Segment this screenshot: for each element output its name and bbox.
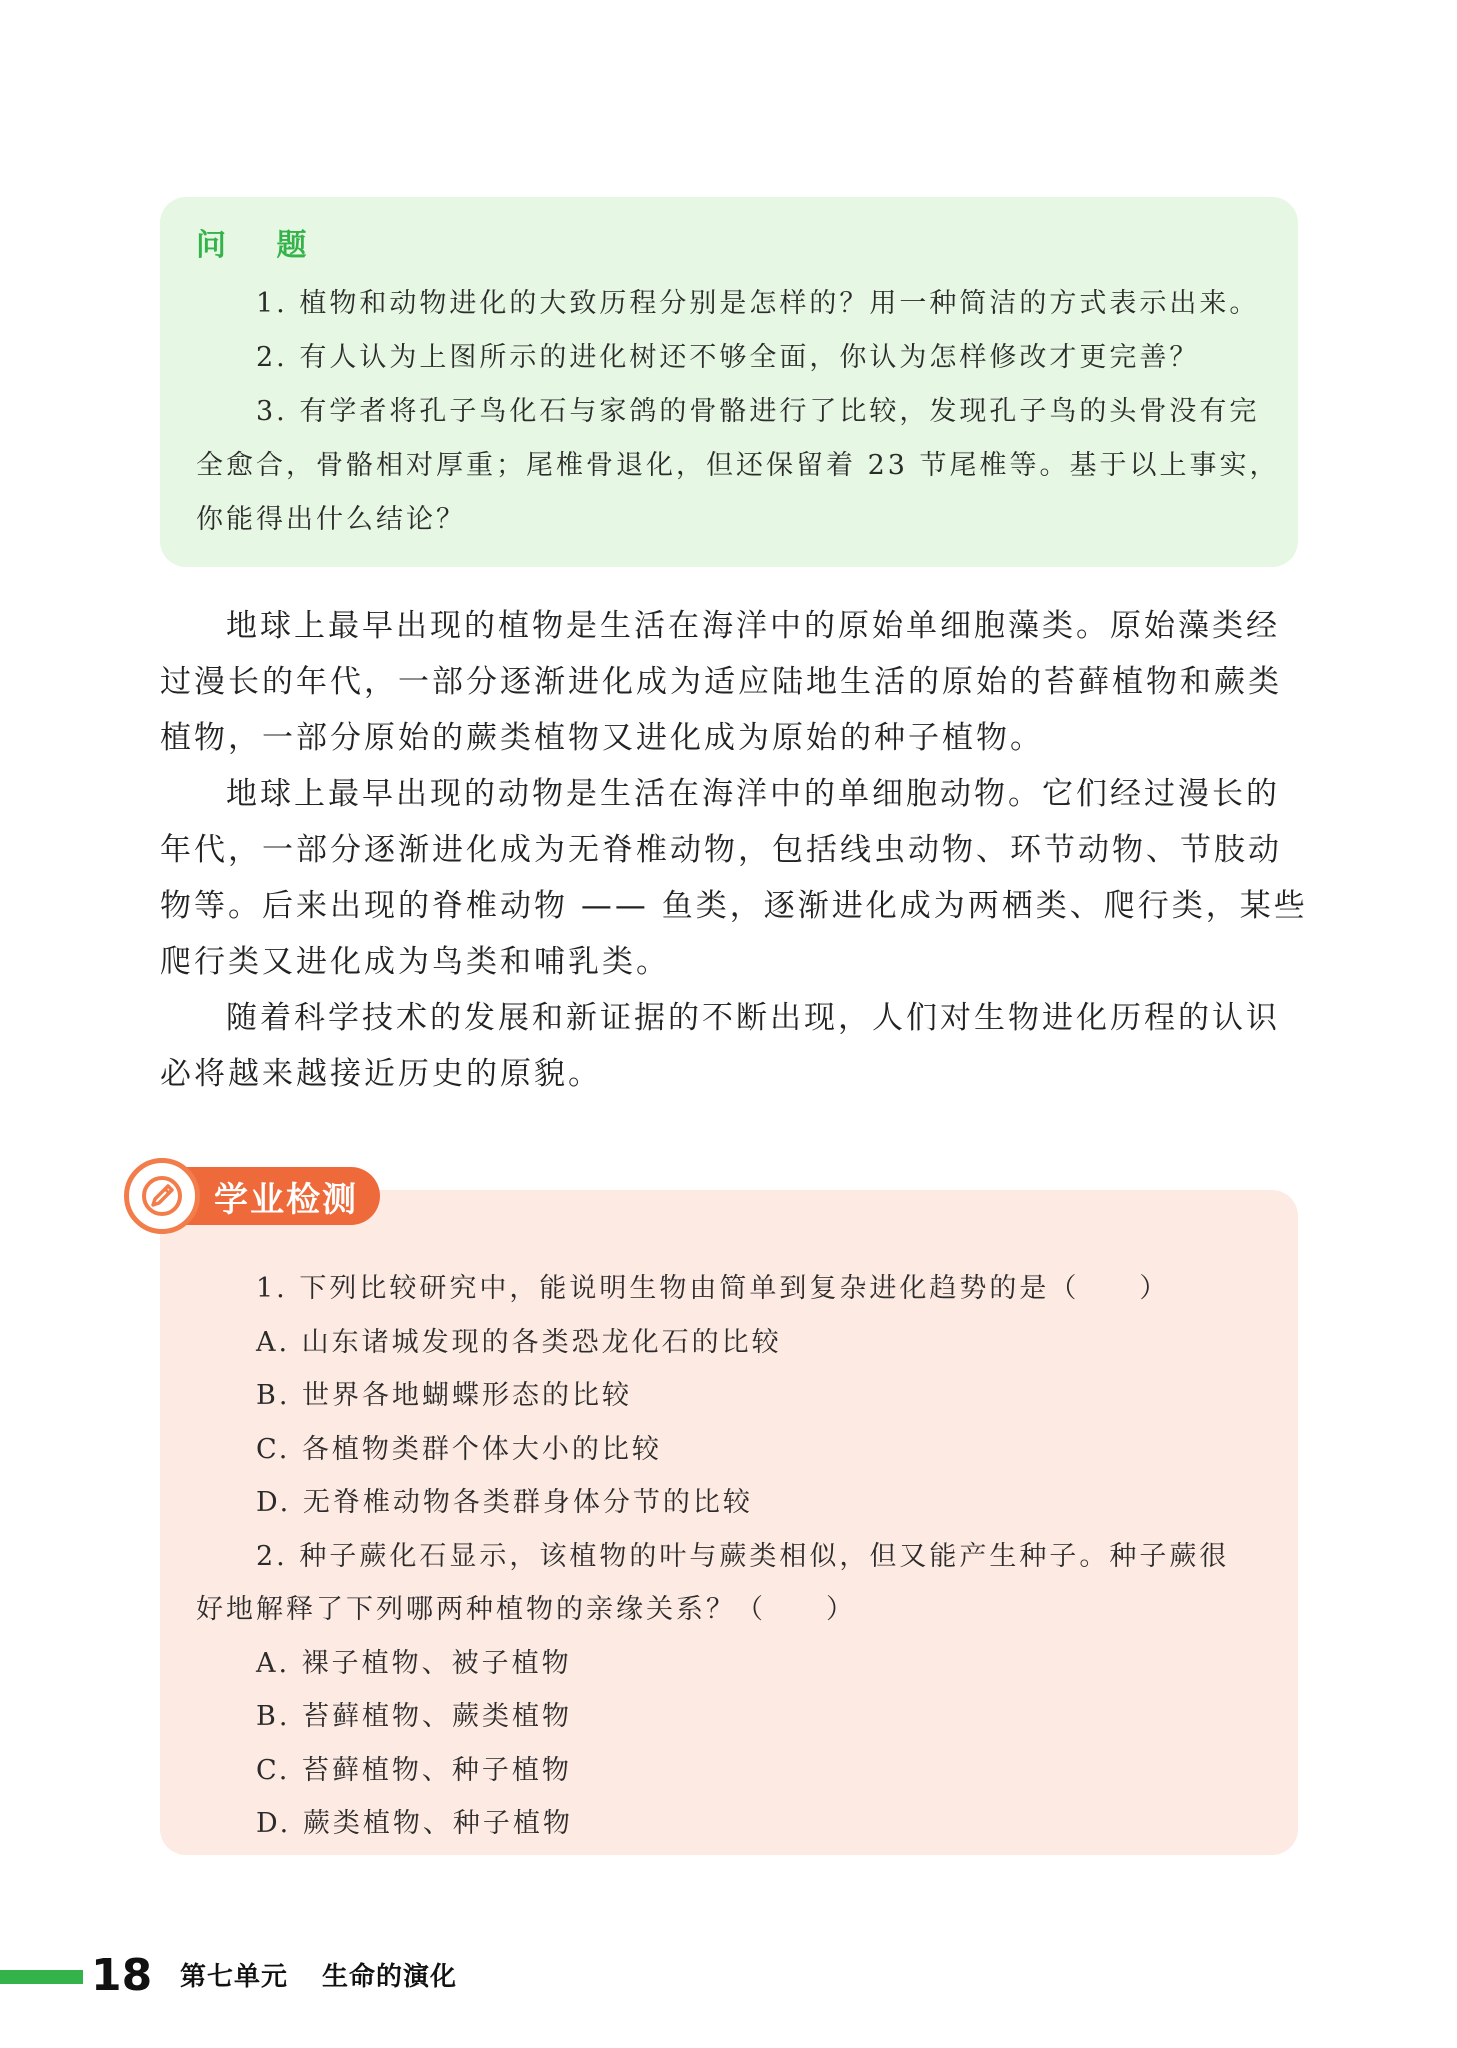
question-line: 全愈合，骨骼相对厚重；尾椎骨退化，但还保留着 23 节尾椎等。基于以上事实， [196, 450, 1280, 481]
footer-unit: 第七单元 [180, 1962, 289, 1992]
body-text [160, 598, 1308, 1102]
assessment-title: 学业检测 [174, 1167, 380, 1225]
paragraph-line: 必将越来越接近历史的原貌。 [160, 1056, 602, 1092]
question-title: 问 题 [196, 228, 327, 263]
assessment-header [124, 1158, 380, 1234]
paragraph-line: 年代，一部分逐渐进化成为无脊椎动物，包括线虫动物、环节动物、节肢动 [160, 832, 1282, 868]
paragraph-line: 地球上最早出现的动物是生活在海洋中的单细胞动物。它们经过漫长的 [226, 776, 1280, 812]
question-line: 你能得出什么结论？ [196, 504, 466, 535]
footer-bar [0, 1970, 83, 1984]
paragraph-line: 植物，一部分原始的蕨类植物又进化成为原始的种子植物。 [160, 720, 1044, 756]
assessment-box [160, 1190, 1298, 1855]
assessment-line: 1. 下列比较研究中，能说明生物由简单到复杂进化趋势的是（ ） [256, 1273, 1170, 1304]
assessment-option: C. 苔藓植物、种子植物 [256, 1754, 572, 1786]
pencil-icon [124, 1158, 200, 1234]
assessment-line: 好地解释了下列哪两种植物的亲缘关系？（ ） [196, 1594, 856, 1625]
assessment-option: B. 苔藓植物、蕨类植物 [256, 1701, 573, 1732]
assessment-option: D. 无脊椎动物各类群身体分节的比较 [256, 1487, 753, 1518]
paragraph-line: 地球上最早出现的植物是生活在海洋中的原始单细胞藻类。原始藻类经 [226, 608, 1280, 644]
page-number: 18 [91, 1950, 153, 2001]
question-box [160, 197, 1298, 567]
question-line: 3. 有学者将孔子鸟化石与家鸽的骨骼进行了比较，发现孔子鸟的头骨没有完 [256, 396, 1260, 427]
question-line: 1. 植物和动物进化的大致历程分别是怎样的？用一种简洁的方式表示出来。 [256, 288, 1260, 319]
assessment-option: A. 山东诸城发现的各类恐龙化石的比较 [256, 1326, 782, 1358]
assessment-option: C. 各植物类群个体大小的比较 [256, 1433, 662, 1465]
assessment-option: B. 世界各地蝴蝶形态的比较 [256, 1380, 633, 1411]
footer-chapter: 生命的演化 [322, 1962, 458, 1992]
paragraph-line: 爬行类又进化成为鸟类和哺乳类。 [160, 944, 670, 980]
assessment-option: A. 裸子植物、被子植物 [256, 1647, 572, 1679]
assessment-option: D. 蕨类植物、种子植物 [256, 1808, 573, 1839]
assessment-line: 2. 种子蕨化石显示，该植物的叶与蕨类相似，但又能产生种子。种子蕨很 [256, 1540, 1230, 1572]
paragraph-line: 过漫长的年代，一部分逐渐进化成为适应陆地生活的原始的苔藓植物和蕨类 [160, 664, 1282, 700]
paragraph-line: 物等。后来出现的脊椎动物 —— 鱼类，逐渐进化成为两栖类、爬行类，某些 [160, 888, 1308, 924]
question-line: 2. 有人认为上图所示的进化树还不够全面，你认为怎样修改才更完善？ [256, 342, 1200, 373]
paragraph-line: 随着科学技术的发展和新证据的不断出现，人们对生物进化历程的认识 [226, 1000, 1280, 1036]
